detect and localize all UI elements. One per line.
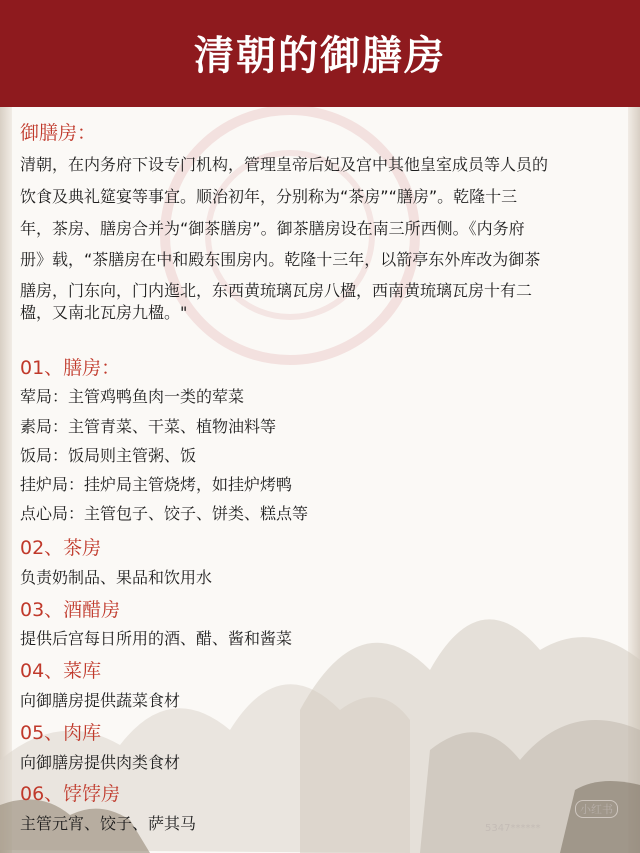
section-line: 负责奶制品、果品和饮用水 — [20, 568, 213, 587]
section-title: 01、膳房： — [20, 357, 121, 379]
watermark-id: 5347****** — [485, 823, 541, 834]
section-title: 04、菜库 — [20, 660, 102, 682]
section-line: 饭局：饭局则主管粥、饭 — [20, 446, 197, 465]
section-title: 03、酒醋房 — [20, 599, 121, 621]
intro-line: 膳房，门东向，门内迤北，东西黄琉璃瓦房八楹，西南黄琉璃瓦房十有二 — [20, 281, 533, 300]
section-line: 荤局：主管鸡鸭鱼肉一类的荤菜 — [20, 387, 245, 406]
intro-heading: 御膳房： — [20, 122, 97, 144]
intro-line: 册》载，“茶膳房在中和殿东围房内。乾隆十三年，以箭亭东外库改为御茶 — [20, 250, 541, 269]
section-title: 06、饽饽房 — [20, 783, 121, 805]
section-line: 挂炉局：挂炉局主管烧烤，如挂炉烤鸭 — [20, 475, 293, 494]
section-line: 点心局：主管包子、饺子、饼类、糕点等 — [20, 504, 309, 523]
section-line: 向御膳房提供蔬菜食材 — [20, 691, 181, 710]
page-title: 清朝的御膳房 — [194, 33, 446, 79]
header-bar — [0, 0, 640, 107]
intro-line: 楹，又南北瓦房九楹。" — [20, 303, 188, 322]
intro-line: 清朝，在内务府下设专门机构，管理皇帝后妃及宫中其他皇室成员等人员的 — [20, 155, 549, 174]
section-line: 向御膳房提供肉类食材 — [20, 753, 181, 772]
section-title: 02、茶房 — [20, 537, 102, 559]
section-line: 素局：主管青菜、干菜、植物油料等 — [20, 417, 277, 436]
section-line: 主管元宵、饺子、萨其马 — [20, 814, 197, 833]
watermark-logo: 小红书 — [575, 800, 618, 818]
section-line: 提供后宫每日所用的酒、醋、酱和酱菜 — [20, 629, 293, 648]
section-title: 05、肉库 — [20, 722, 102, 744]
intro-line: 年，茶房、膳房合并为“御茶膳房”。御茶膳房设在南三所西侧。《内务府 — [20, 219, 525, 238]
intro-line: 饮食及典礼筵宴等事宜。顺治初年，分别称为“茶房”“膳房”。乾隆十三 — [20, 187, 518, 206]
